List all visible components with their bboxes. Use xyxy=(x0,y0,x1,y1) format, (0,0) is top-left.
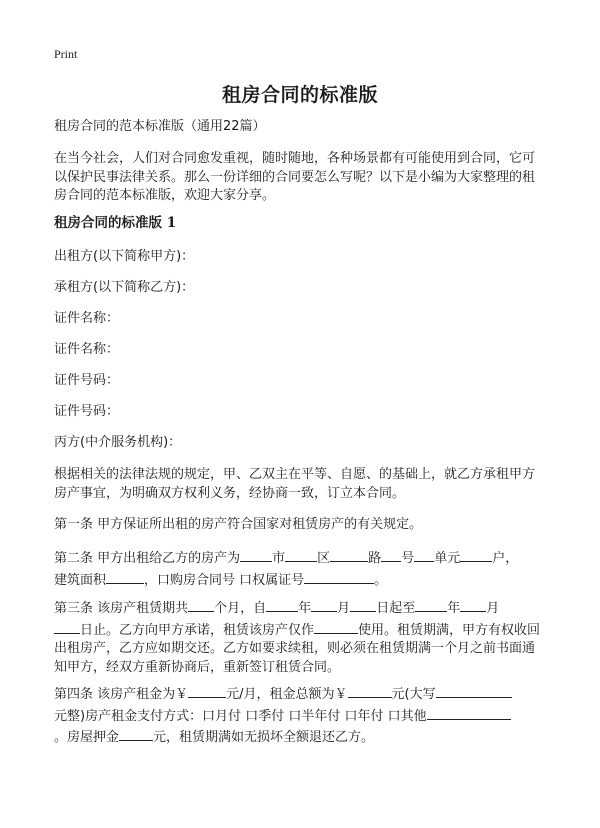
blank-capital-amount xyxy=(436,683,512,698)
field-lessor: 出租方(以下简称甲方)： xyxy=(54,249,195,264)
section-heading: 租房合同的标准版 1 xyxy=(54,215,177,231)
article-3: 第三条 该房产租赁期共 个月，自 年 月 日起至 年 月 日止。乙方向甲方承诺，租赁该房产仅作 使用。租赁期满，甲方有权收回出租房产，乙方应如期交还。乙方如要求续租，则必须在租赁期满一个月之前书面通知甲方，经双方重新协商后，重新签订租赁合同。 xyxy=(54,597,546,677)
field-id-number-2: 证件号码： xyxy=(54,404,120,419)
field-lessee: 承租方(以下简称乙方)： xyxy=(54,280,195,295)
field-id-type-2: 证件名称： xyxy=(54,342,120,357)
print-label: Print xyxy=(54,47,78,61)
field-id-number-1: 证件号码： xyxy=(54,373,120,388)
blank-household xyxy=(460,547,492,562)
blank-end-day xyxy=(54,619,80,634)
article-2: 第二条 甲方出租给乙方的房产为 市 区 路 号 单元 户， 建筑面积 ，口购房合同号 口权属证号 。 xyxy=(54,547,546,590)
blank-other-payment xyxy=(427,705,511,720)
blank-district xyxy=(285,547,317,562)
blank-end-month xyxy=(460,597,486,612)
blank-monthly-rent xyxy=(188,683,226,698)
intro-paragraph: 在当今社会，人们对合同愈发重视，随时随地，各种场景都有可能使用到合同，它可以保护民事法律关系。那么一份详细的合同要怎么写呢？以下是小编为大家整理的租房合同的范本标准版，欢迎大家分享。 xyxy=(54,151,536,203)
field-id-type-1: 证件名称： xyxy=(54,311,120,326)
preamble-paragraph: 根据相关的法律法规的规定，甲、乙双主在平等、自愿、的基础上，就乙方承租甲方房产事宜，为明确双方权利义务，经协商一致，订立本合同。 xyxy=(54,467,536,501)
blank-city xyxy=(240,547,272,562)
blank-start-month xyxy=(311,597,337,612)
document-subtitle: 租房合同的范本标准版（通用22篇） xyxy=(54,119,266,134)
blank-unit xyxy=(414,547,434,562)
blank-deposit xyxy=(119,726,153,741)
blank-cert-number xyxy=(304,569,374,584)
blank-total-rent xyxy=(348,683,392,698)
blank-road xyxy=(330,547,368,562)
blank-start-year xyxy=(266,597,298,612)
blank-area xyxy=(106,569,144,584)
blank-start-day xyxy=(350,597,376,612)
blank-usage xyxy=(314,619,358,634)
document-title: 租房合同的标准版 xyxy=(221,84,378,106)
blank-end-year xyxy=(415,597,447,612)
blank-number xyxy=(381,547,401,562)
article-4: 第四条 该房产租金为￥ 元/月，租金总额为￥ 元(大写 元整)房产租金支付方式：口月付 口季付 口半年付 口年付 口其他 。房屋押金 元，租赁期满如无损坏全额退还乙方。 xyxy=(54,683,546,748)
article-1: 第一条 甲方保证所出租的房产符合国家对租赁房产的有关规定。 xyxy=(54,517,423,532)
blank-months xyxy=(188,597,214,612)
field-agency: 丙方(中介服务机构)： xyxy=(54,435,182,450)
